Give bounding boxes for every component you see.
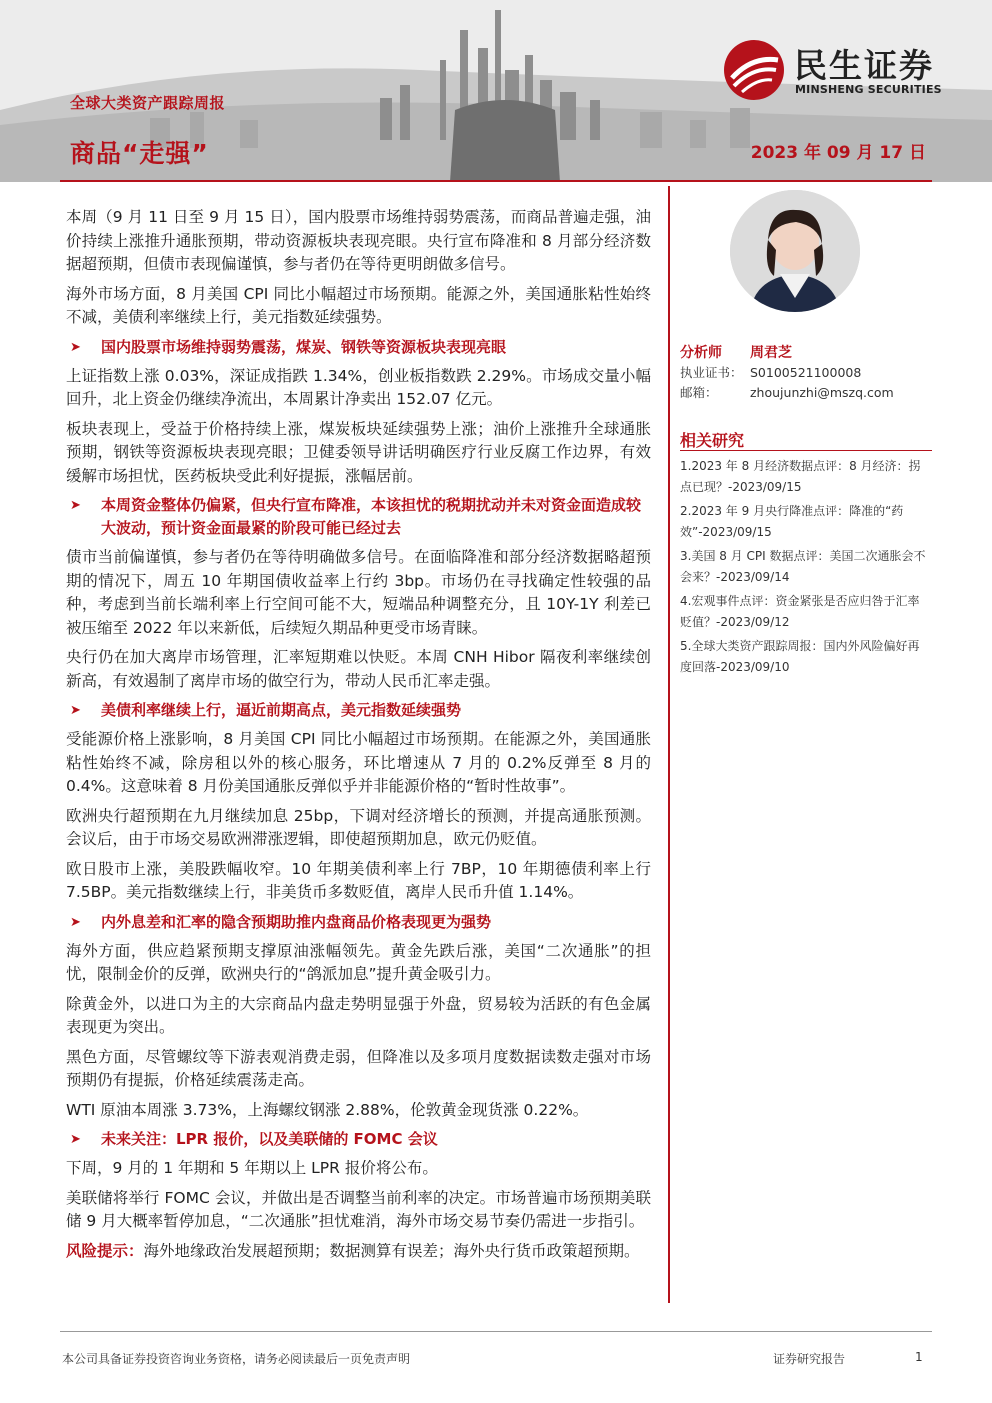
report-type: 全球大类资产跟踪周报 [70, 94, 226, 112]
related-research-list [680, 456, 928, 681]
analyst-label: 分析师 [680, 345, 722, 361]
email-label: 邮箱： [680, 385, 718, 400]
related-divider [680, 450, 932, 451]
cert-row [680, 363, 861, 381]
analyst-row [680, 342, 792, 362]
column-divider [668, 186, 670, 1303]
footer-doc-type: 证券研究报告 [773, 1352, 846, 1366]
cert-value: S0100521100008 [750, 365, 862, 380]
section3-paragraph-2: 欧洲央行超预期在九月继续加息 25bp，下调对经济增长的预测，并提高通胀预测。会议后，由于市场交易欧洲滞涨逻辑，即使超预期加息，欧元仍贬值。 [66, 806, 651, 848]
header-divider [60, 180, 932, 182]
section4-paragraph-1: 海外方面，供应趋紧预期支撑原油涨幅领先。黄金先跌后涨，美国“二次通胀”的担忧，限制金价的反弹，欧洲央行的“鸽派加息”提升黄金吸引力。 [66, 941, 651, 983]
header-banner [0, 0, 992, 182]
analyst-portrait-icon [730, 190, 860, 312]
arrow-bullet-icon: ➤ [70, 1132, 81, 1147]
footer-divider [60, 1331, 932, 1332]
section4-paragraph-3: 黑色方面，尽管螺纹等下游表观消费走弱，但降准以及多项月度数据读数走强对市场预期仍有提振，价格延续震荡走高。 [66, 1047, 651, 1089]
brand-logo [722, 38, 972, 102]
footer-disclaimer: 本公司具备证券投资咨询业务资格，请务必阅读最后一页免责声明 [62, 1352, 411, 1366]
page-number: 1 [915, 1350, 923, 1364]
section5-paragraph-2: 美联储将举行 FOMC 会议，并做出是否调整当前利率的决定。市场普遍市场预期美联储 9 月大概率暂停加息，“二次通胀”担忧难消，海外市场交易节奏仍需进一步指引。 [66, 1188, 651, 1230]
minsheng-logo-icon [722, 38, 786, 102]
intro-paragraph-1: 本周（9 月 11 日至 9 月 15 日），国内股票市场维持弱势震荡，而商品普遍走强，油价持续上涨推升通胀预期，带动资源板块表现亮眼。央行宣布降准和 8 月部分经济数据超预期，但债市表现偏谨慎，参与者仍在等待更明朗做多信号。 [66, 208, 651, 273]
section4-paragraph-2: 除黄金外，以进口为主的大宗商品内盘走势明显强于外盘，贸易较为活跃的有色金属表现更为突出。 [66, 994, 651, 1036]
section3-paragraph-1: 受能源价格上涨影响，8 月美国 CPI 同比小幅超过市场预期。在能源之外，美国通胀粘性始终不减，除房租以外的核心服务，环比增速从 7 月的 0.2%反弹至 8 月的 0.4%。这意味着 8 月份美国通胀反弹似乎并非能源价格的“暂时性故事”。 [66, 730, 651, 795]
arrow-bullet-icon: ➤ [70, 914, 81, 930]
brand-name-en: MINSHENG SECURITIES [795, 83, 942, 96]
report-date: 2023 年 09 月 17 日 [750, 143, 926, 163]
risk-warning [66, 1240, 651, 1264]
section-heading-4: ➤ 内外息差和汇率的隐含预期助推内盘商品价格表现更为强势 [66, 911, 651, 934]
analyst-photo [730, 190, 860, 312]
related-item[interactable]: 4.宏观事件点评：资金紧张是否应归咎于汇率贬值？-2023/09/12 [680, 594, 920, 629]
section3-paragraph-3: 欧日股市上涨，美股跌幅收窄。10 年期美债利率上行 7BP，10 年期德债利率上行 7.5BP。美元指数继续上行，非美货币多数贬值，离岸人民币升值 1.14%。 [66, 859, 651, 901]
related-research-title: 相关研究 [680, 431, 745, 450]
risk-label: 风险提示： [66, 1241, 144, 1260]
section1-paragraph-1: 上证指数上涨 0.03%，深证成指跌 1.34%，创业板指数跌 2.29%。市场成交量小幅回升，北上资金仍继续净流出，本周累计净卖出 152.07 亿元。 [66, 366, 651, 408]
arrow-bullet-icon: ➤ [70, 339, 81, 355]
arrow-bullet-icon: ➤ [70, 703, 81, 718]
email-value[interactable]: zhoujunzhi@mszq.com [750, 385, 894, 400]
related-item[interactable]: 5.全球大类资产跟踪周报：国内外风险偏好再度回落-2023/09/10 [680, 639, 920, 674]
related-item[interactable]: 2.2023 年 9 月央行降准点评：降准的“药效”-2023/09/15 [680, 504, 904, 539]
section2-paragraph-1: 债市当前偏谨慎，参与者仍在等待明确做多信号。在面临降准和部分经济数据略超预期的情况下，周五 10 年期国债收益率上行约 3bp。市场仍在寻找确定性较强的品种，考虑到当前长端利率上行空间可能不大，短端品种调整充分，且 10Y-1Y 利差已被压缩至 2022 年以来新低，后续短久期品种更受市场青睐。 [66, 548, 651, 637]
report-title: 商品“走强” [70, 139, 209, 168]
analyst-name: 周君芝 [750, 345, 792, 361]
risk-text: 海外地缘政治发展超预期；数据测算有误差；海外央行货币政策超预期。 [143, 1241, 640, 1260]
section4-paragraph-4: WTI 原油本周涨 3.73%，上海螺纹钢涨 2.88%，伦敦黄金现货涨 0.22%。 [66, 1100, 589, 1119]
section-heading-5: ➤ 未来关注：LPR 报价，以及美联储的 FOMC 会议 [66, 1128, 651, 1151]
section2-paragraph-2: 央行仍在加大离岸市场管理，汇率短期难以快贬。本周 CNH Hibor 隔夜利率继续创新高，有效遏制了离岸市场的做空行为，带动人民币汇率走强。 [66, 648, 651, 690]
report-body [66, 206, 651, 1269]
cert-label: 执业证书： [680, 365, 743, 380]
related-item[interactable]: 3.美国 8 月 CPI 数据点评：美国二次通胀会不会来？-2023/09/14 [680, 549, 926, 584]
intro-paragraph-2: 海外市场方面，8 月美国 CPI 同比小幅超过市场预期。能源之外，美国通胀粘性始终不减，美债利率继续上行，美元指数延续强势。 [66, 284, 651, 326]
email-row [680, 383, 894, 401]
section-heading-2: ➤ 本周资金整体仍偏紧，但央行宣布降准，本该担忧的税期扰动并未对资金面造成较大波动，预计资金面最紧的阶段可能已经过去 [70, 496, 642, 537]
section-heading-3: ➤ 美债利率继续上行，逼近前期高点，美元指数延续强势 [66, 699, 651, 722]
related-item[interactable]: 1.2023 年 8 月经济数据点评：8 月经济：拐点已现？-2023/09/15 [680, 459, 921, 494]
section1-paragraph-2: 板块表现上，受益于价格持续上涨，煤炭板块延续强势上涨；油价上涨推升全球通胀预期，钢铁等资源板块表现亮眼；卫健委领导讲话明确医疗行业反腐工作边界，有效缓解市场担忧，医药板块受此利好提振，涨幅居前。 [66, 419, 651, 485]
section-heading-1: ➤ 国内股票市场维持弱势震荡，煤炭、钢铁等资源板块表现亮眼 [66, 336, 651, 359]
brand-name-cn: 民生证券 [794, 46, 934, 85]
section5-paragraph-1: 下周，9 月的 1 年期和 5 年期以上 LPR 报价将公布。 [66, 1159, 438, 1177]
arrow-bullet-icon: ➤ [70, 498, 81, 513]
